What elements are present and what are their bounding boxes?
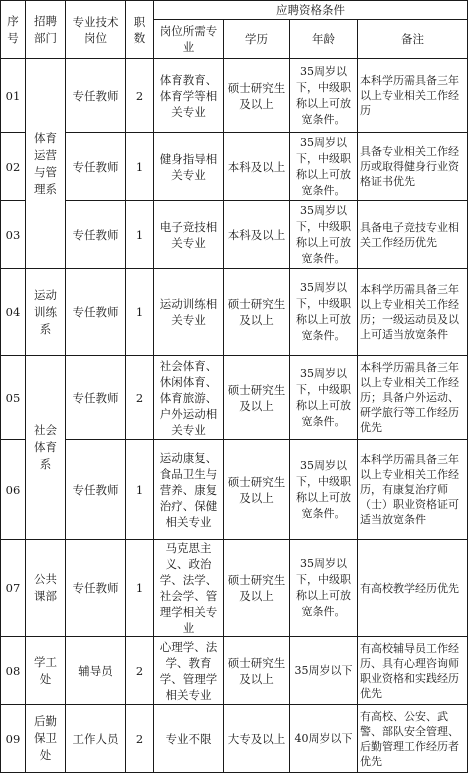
dept-cell: 体育运营与管理系	[26, 59, 66, 269]
table-row	[1, 540, 468, 637]
table-row	[1, 705, 468, 773]
row-major: 电子竞技相关专业	[154, 201, 224, 269]
dept-cell: 社会体育系	[26, 356, 66, 540]
row-age: 35周岁以下，中级职称以上可放宽条件。	[290, 59, 358, 133]
row-edu: 硕士研究生及以上	[224, 59, 290, 133]
row-major: 运动康复、食品卫生与营养、康复治疗、保健相关专业	[154, 440, 224, 540]
row-no: 02	[1, 133, 26, 201]
row-count: 1	[126, 540, 154, 637]
row-post: 专任教师	[66, 540, 126, 637]
row-no: 08	[1, 637, 26, 705]
row-no: 03	[1, 201, 26, 269]
row-count: 2	[126, 59, 154, 133]
table-row	[1, 133, 468, 201]
header-age: 年龄	[290, 20, 358, 59]
row-post: 专任教师	[66, 440, 126, 540]
row-major: 健身指导相关专业	[154, 133, 224, 201]
row-major: 马克思主义、政治学、法学、社会学、管理学相关专业	[154, 540, 224, 637]
row-major: 心理学、法学、教育学、管理学相关专业	[154, 637, 224, 705]
row-major: 体育教育、体育学等相关专业	[154, 59, 224, 133]
row-notes: 本科学历需具备三年以上专业相关工作经历；一级运动员及以上可适当放宽条件	[358, 269, 468, 356]
row-notes: 本科学历需具备三年以上专业相关工作经历	[358, 59, 468, 133]
row-notes: 本科学历需具备三年以上专业相关工作经历，有康复治疗师（士）职业资格证可适当放宽条件	[358, 440, 468, 540]
row-post: 专任教师	[66, 201, 126, 269]
row-notes: 有高校教学经历优先	[358, 540, 468, 637]
row-post: 辅导员	[66, 637, 126, 705]
row-count: 1	[126, 133, 154, 201]
row-notes: 本科学历需具备三年以上专业相关工作经历；具备户外运动、研学旅行等工作经历优先	[358, 356, 468, 440]
row-post: 专任教师	[66, 133, 126, 201]
row-age: 35周岁以下，中级职称以上可放宽条件。	[290, 356, 358, 440]
table-row	[1, 356, 468, 440]
row-age: 35周岁以下	[290, 637, 358, 705]
row-notes: 具备专业相关工作经历或取得健身行业资格证书优先	[358, 133, 468, 201]
dept-cell: 运动训练系	[26, 269, 66, 356]
row-count: 2	[126, 637, 154, 705]
row-notes: 具备电子竞技专业相关工作经历优先	[358, 201, 468, 269]
row-post: 专任教师	[66, 356, 126, 440]
row-age: 35周岁以下，中级职称以上可放宽条件。	[290, 133, 358, 201]
row-no: 04	[1, 269, 26, 356]
row-major: 社会体育、休闲体育、体育旅游、户外运动相关专业	[154, 356, 224, 440]
row-age: 40周岁以下	[290, 705, 358, 773]
row-post: 工作人员	[66, 705, 126, 773]
row-edu: 硕士研究生及以上	[224, 269, 290, 356]
row-no: 06	[1, 440, 26, 540]
row-age: 35周岁以下，中级职称以上可放宽条件。	[290, 440, 358, 540]
header-row-1	[1, 1, 468, 20]
header-post: 专业技术岗位	[66, 1, 126, 59]
row-edu: 硕士研究生及以上	[224, 540, 290, 637]
row-age: 35周岁以下，中级职称以上可放宽条件。	[290, 201, 358, 269]
row-count: 2	[126, 356, 154, 440]
row-edu: 本科及以上	[224, 201, 290, 269]
row-notes: 有高校、公安、武警、部队安全管理、后勤管理工作经历者优先	[358, 705, 468, 773]
dept-cell: 后勤保卫处	[26, 705, 66, 773]
header-count: 职数	[126, 1, 154, 59]
row-post: 专任教师	[66, 59, 126, 133]
row-post: 专任教师	[66, 269, 126, 356]
header-qualifications: 应聘资格条件	[154, 1, 468, 20]
row-major: 运动训练相关专业	[154, 269, 224, 356]
header-no: 序号	[1, 1, 26, 59]
row-no: 09	[1, 705, 26, 773]
row-no: 05	[1, 356, 26, 440]
dept-cell: 学工处	[26, 637, 66, 705]
header-edu: 学历	[224, 20, 290, 59]
table-row	[1, 59, 468, 133]
row-count: 1	[126, 440, 154, 540]
row-notes: 有高校辅导员工作经历、具有心理咨询师职业资格和实践经历优先	[358, 637, 468, 705]
row-edu: 硕士研究生及以上	[224, 356, 290, 440]
header-notes: 备注	[358, 20, 468, 59]
table-row	[1, 440, 468, 540]
row-count: 2	[126, 705, 154, 773]
row-edu: 本科及以上	[224, 133, 290, 201]
row-major: 专业不限	[154, 705, 224, 773]
dept-cell: 公共课部	[26, 540, 66, 637]
row-edu: 硕士研究生及以上	[224, 440, 290, 540]
row-edu: 硕士研究生及以上	[224, 637, 290, 705]
header-major: 岗位所需专业	[154, 20, 224, 59]
row-edu: 大专及以上	[224, 705, 290, 773]
row-count: 1	[126, 269, 154, 356]
table-row	[1, 201, 468, 269]
row-age: 35周岁以下，中级职称以上可放宽条件。	[290, 540, 358, 637]
row-no: 07	[1, 540, 26, 637]
row-age: 35周岁以下，中级职称以上可放宽条件。	[290, 269, 358, 356]
header-dept: 招聘部门	[26, 1, 66, 59]
table-row	[1, 637, 468, 705]
table-row	[1, 269, 468, 356]
row-no: 01	[1, 59, 26, 133]
row-count: 1	[126, 201, 154, 269]
